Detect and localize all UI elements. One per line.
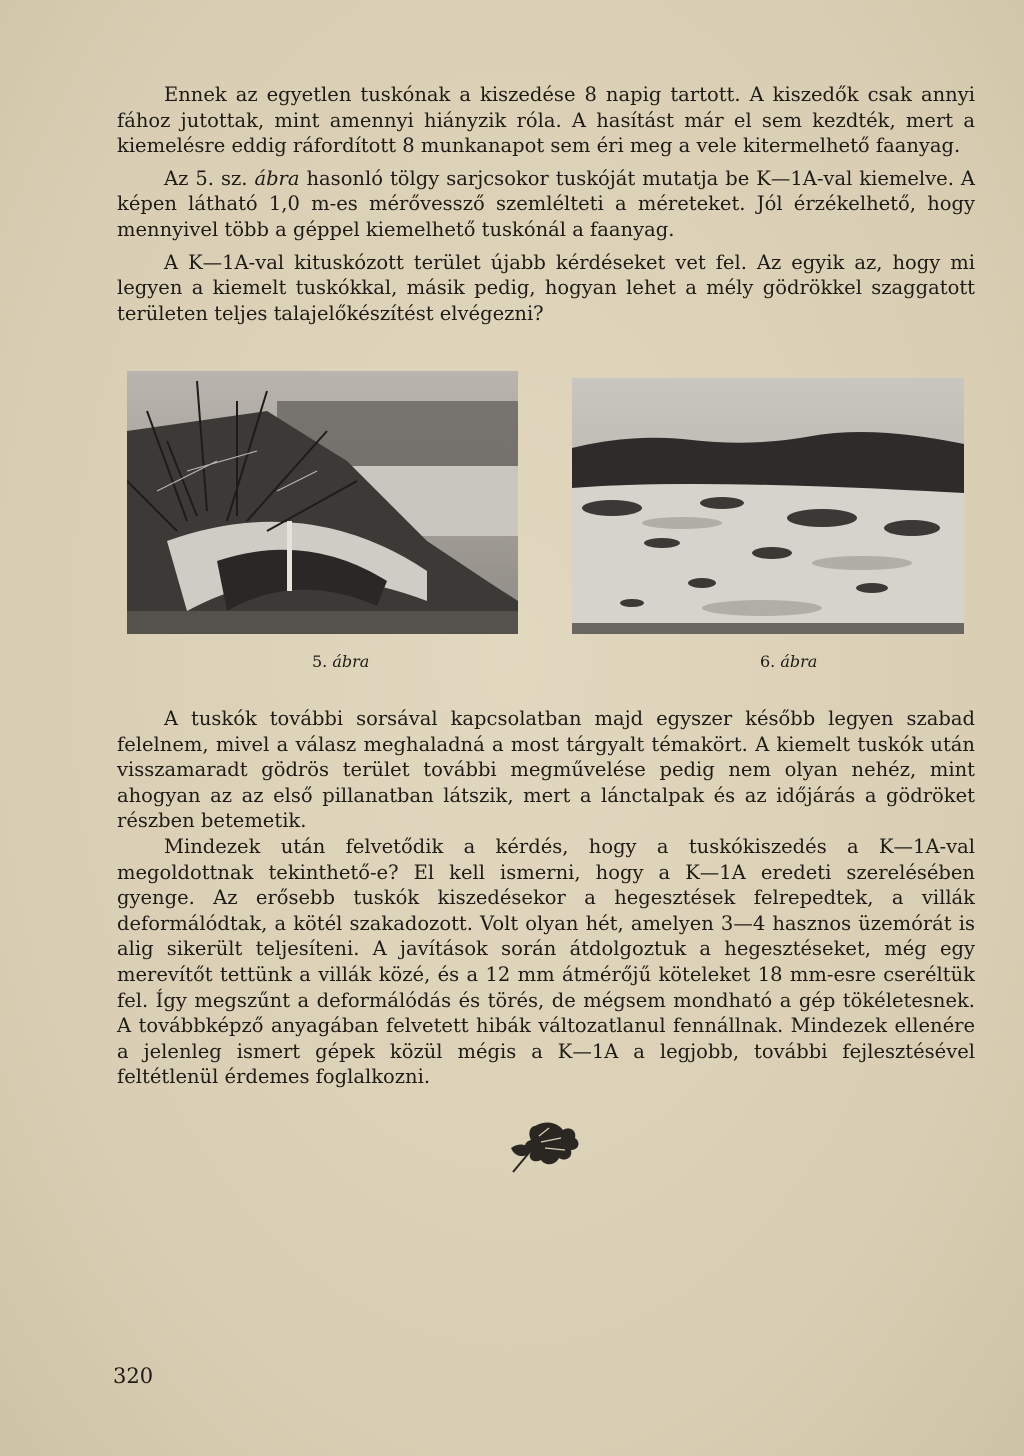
- paragraph: A K—1A-val kituskózott terület újabb kérdéseket vet fel. Az egyik az, hogy mi legyen a kiemelt tuskókkal, másik pedig, hogyan lehet a mély gödrökkel szaggatott területen teljes talajelőkészítést elvégezni?: [117, 250, 975, 325]
- paragraph-figure-5-reference: [117, 166, 975, 243]
- figure-reference-label: ábra: [254, 166, 300, 190]
- paragraph: A tuskók további sorsával kapcsolatban majd egyszer később legyen szabad felelnem, mivel a válasz meghaladná a most tárgyalt témakört. A kiemelt tuskók után visszamaradt gödrös terület további megművelése pedig nem olyan nehéz, mint ahogyan az az első pillanatban látszik, mert a lánctalpak és az időjárás a gödröket részben betemetik.: [117, 707, 975, 833]
- figure-label: ábra: [780, 652, 818, 671]
- figure-reference-rest: hasonló tölgy sarjcsokor tuskóját mutatja be K—1A-val kiemelve.: [306, 166, 954, 190]
- bottom-text-block: [117, 706, 975, 1090]
- figure-5-caption: [312, 652, 369, 671]
- figure-label: ábra: [332, 652, 370, 671]
- figure-reference-lead: Az 5. sz.: [164, 166, 248, 190]
- figure-6-caption: [760, 652, 817, 671]
- page-number: 320: [113, 1364, 154, 1388]
- figure-number: 6.: [760, 652, 776, 671]
- figure-number: 5.: [312, 652, 328, 671]
- paragraph: Mindezek után felvetődik a kérdés, hogy a tuskókiszedés a K—1A-val megoldottnak tekinthető-e? El kell ismerni, hogy a K—1A eredeti szerelésében gyenge. Az erősebb tuskók kiszedésekor a hegesztések felrepedtek, a villák deformálódtak, a kötél szakadozott. Volt olyan hét, amelyen 3—4 hasznos üzemórát is alig sikerült teljesíteni. A javítások során átdolgoztuk a hegesztéseket, még egy merevítőt tettünk a villák közé, és a 12 mm átmérőjű köteleket 18 mm-esre cseréltük fel. Így megszűnt a deformálódás és törés, de mégsem mondható a gép tökéletesnek. A továbbképző anyagában felvetett hibák változatlanul fennállnak. Mindezek ellenére a jelenleg ismert gépek közül mégis a K—1A a legjobb, további fejlesztésével feltétlenül érdemes foglalkozni.: [117, 834, 975, 1089]
- paragraph-continuation: A képen látható 1,0 m-es mérővessző szemlélteti a méreteket. Jól érzékelhető, hogy mennyivel több a géppel kiemelhető tuskónál a faanyag.: [117, 166, 976, 241]
- paragraph: Ennek az egyetlen tuskónak a kiszedése 8 napig tartott. A kiszedők csak annyi fához jutottak, mint amennyi hiányzik róla. A hasítást már el sem kezdték, mert a kiemelésre eddig ráfordított 8 munkanapot sem éri meg a vele kitermelhető faanyag.: [117, 83, 975, 158]
- oak-leaf-ornament-icon: [505, 1118, 583, 1176]
- top-text-block: [117, 82, 975, 326]
- figure-6-photo-cleared-area: [572, 378, 964, 634]
- figure-5-photo-uprooted-stump: [127, 371, 518, 634]
